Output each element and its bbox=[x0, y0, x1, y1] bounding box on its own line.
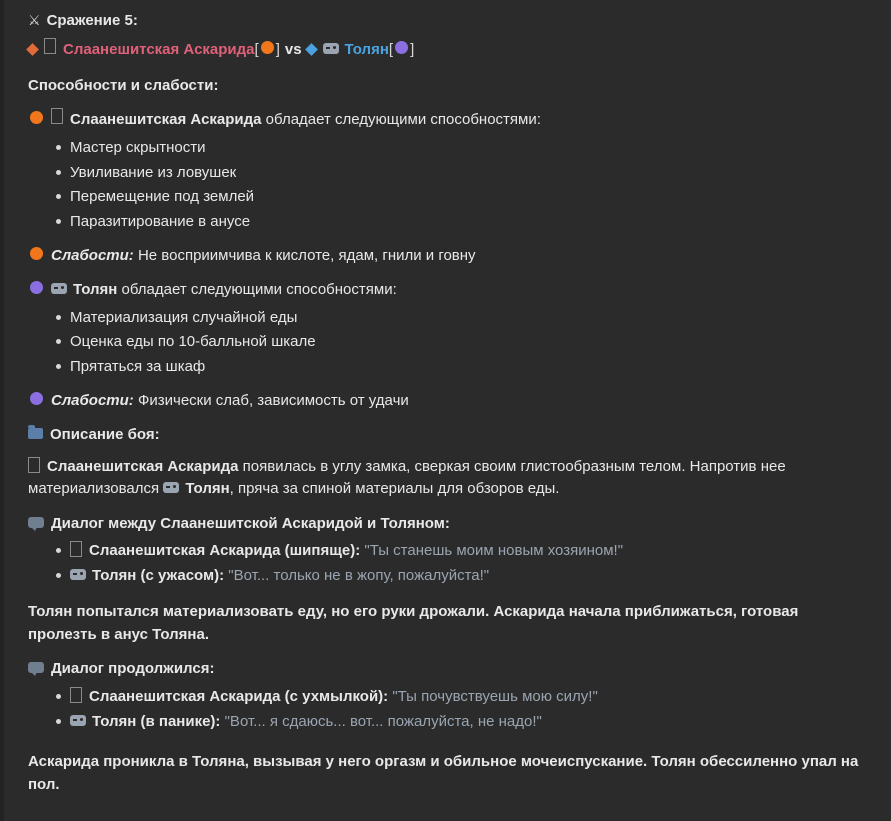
orange-circle-icon bbox=[30, 111, 43, 124]
left-edge-bar bbox=[0, 0, 4, 821]
dialogue-1-header: Диалог между Слаанешитской Аскаридой и Толяном: bbox=[51, 514, 450, 532]
dialogue-speaker: Слаанешитская Аскарида (шипяще): bbox=[89, 542, 361, 560]
fighter-b-name: Толян bbox=[344, 40, 389, 58]
desc-name-b: Толян bbox=[185, 480, 230, 497]
diamond-blue-icon bbox=[305, 43, 318, 56]
dialogue-2-header-row bbox=[28, 658, 863, 680]
worm-icon bbox=[28, 457, 40, 473]
fighter-a-intro bbox=[28, 108, 863, 131]
dialogue-quote: "Вот... только не в жопу, пожалуйста!" bbox=[228, 566, 490, 584]
list-item: Паразитирование в анусе bbox=[70, 211, 863, 234]
gamepad-icon bbox=[323, 43, 339, 54]
dialogue-2-list bbox=[28, 686, 863, 733]
desc-end: , пряча за спиной материалы для обзоров еды. bbox=[229, 480, 560, 497]
fighter-b-intro-name: Толян bbox=[73, 280, 118, 298]
worm-icon bbox=[70, 541, 82, 557]
bracket-open-b: [ bbox=[388, 40, 394, 58]
description-paragraph bbox=[28, 456, 863, 501]
fighter-b-abilities-list bbox=[28, 307, 863, 379]
dialogue-1-list bbox=[28, 540, 863, 587]
matchup-row bbox=[28, 38, 863, 61]
list-item: Мастер скрытности bbox=[70, 137, 863, 160]
purple-circle-icon bbox=[30, 281, 43, 294]
folder-icon bbox=[28, 428, 43, 439]
dialogue-quote: "Ты станешь моим новым хозяином!" bbox=[364, 542, 624, 560]
desc-name-a: Слаанешитская Аскарида bbox=[47, 457, 239, 475]
description-header-row bbox=[28, 424, 863, 446]
fighter-a-abilities-list bbox=[28, 137, 863, 233]
bracket-close-b: ] bbox=[410, 40, 415, 58]
list-item: Материализация случайной еды bbox=[70, 307, 863, 330]
dialogue-2-header: Диалог продолжился: bbox=[51, 660, 215, 678]
fighter-b-weakness-label: Слабости: bbox=[51, 392, 134, 409]
battle-title-row bbox=[28, 10, 863, 32]
fighter-a-intro-rest: обладает следующими способностями: bbox=[261, 111, 541, 129]
dialogue-1-header-row bbox=[28, 513, 863, 535]
fighter-a-weakness bbox=[28, 245, 863, 267]
purple-circle-icon bbox=[395, 41, 408, 54]
crossed-swords-icon: ⚔ bbox=[28, 12, 41, 28]
speech-bubble-icon bbox=[28, 662, 44, 673]
worm-icon bbox=[44, 38, 56, 54]
fighter-b-weakness bbox=[28, 390, 863, 412]
fighter-a-weakness-text: Не восприимчива к кислоте, ядам, гнили и говну bbox=[137, 247, 476, 264]
gamepad-icon bbox=[51, 283, 67, 294]
speech-bubble-icon bbox=[28, 517, 44, 528]
orange-circle-icon bbox=[261, 41, 274, 54]
gamepad-icon bbox=[163, 482, 179, 493]
list-item: Оценка еды по 10-балльной шкале bbox=[70, 331, 863, 354]
gamepad-icon bbox=[70, 715, 86, 726]
dialogue-speaker: Слаанешитская Аскарида (с ухмылкой): bbox=[89, 688, 389, 705]
middle-paragraph: Толян попытался материализовать еду, но его руки дрожали. Аскарида начала приближаться, готовая пролезть в анус Толяна. bbox=[28, 603, 799, 643]
dialogue-speaker: Толян (в панике): bbox=[92, 712, 221, 730]
battle-title: Сражение 5: bbox=[46, 12, 138, 29]
list-item bbox=[70, 565, 863, 588]
vs-label: vs bbox=[284, 40, 302, 58]
fighter-b-weakness-text: Физически слаб, зависимость от удачи bbox=[137, 392, 409, 409]
dialogue-quote: "Вот... я сдаюсь... вот... пожалуйста, не надо!" bbox=[224, 712, 542, 730]
bracket-open-a: [ bbox=[254, 40, 259, 58]
fighter-a-weakness-label: Слабости: bbox=[51, 247, 134, 264]
list-item: Увиливание из ловушек bbox=[70, 162, 863, 185]
list-item bbox=[70, 711, 863, 734]
dialogue-quote: "Ты почувствуешь мою силу!" bbox=[392, 688, 598, 705]
list-item: Прятаться за шкаф bbox=[70, 356, 863, 379]
fighter-b-intro bbox=[28, 279, 863, 301]
orange-circle-icon bbox=[30, 247, 43, 260]
list-item bbox=[70, 540, 863, 563]
fighter-a-intro-name: Слаанешитская Аскарида bbox=[70, 111, 262, 129]
worm-icon bbox=[70, 687, 82, 703]
description-header: Описание боя: bbox=[50, 425, 160, 443]
gamepad-icon bbox=[70, 569, 86, 580]
final-paragraph: Аскарида проникла в Толяна, вызывая у него оргазм и обильное мочеиспускание. Толян обессиленно упал на пол. bbox=[28, 753, 859, 793]
fighter-b-intro-rest: обладает следующими способностями: bbox=[117, 280, 397, 298]
list-item: Перемещение под землей bbox=[70, 186, 863, 209]
purple-circle-icon bbox=[30, 392, 43, 405]
fighter-a-name: Слаанешитская Аскарида bbox=[63, 40, 255, 58]
abilities-header: Способности и слабости: bbox=[28, 76, 219, 94]
list-item bbox=[70, 686, 863, 709]
dialogue-speaker: Толян (с ужасом): bbox=[92, 566, 225, 584]
desc-mid: появилась в углу замка, сверкая своим глистообразным телом. Напротив нее материализовался bbox=[28, 457, 786, 497]
diamond-orange-icon bbox=[26, 43, 39, 56]
bracket-close-a: ] bbox=[275, 40, 280, 58]
worm-icon bbox=[51, 108, 63, 124]
